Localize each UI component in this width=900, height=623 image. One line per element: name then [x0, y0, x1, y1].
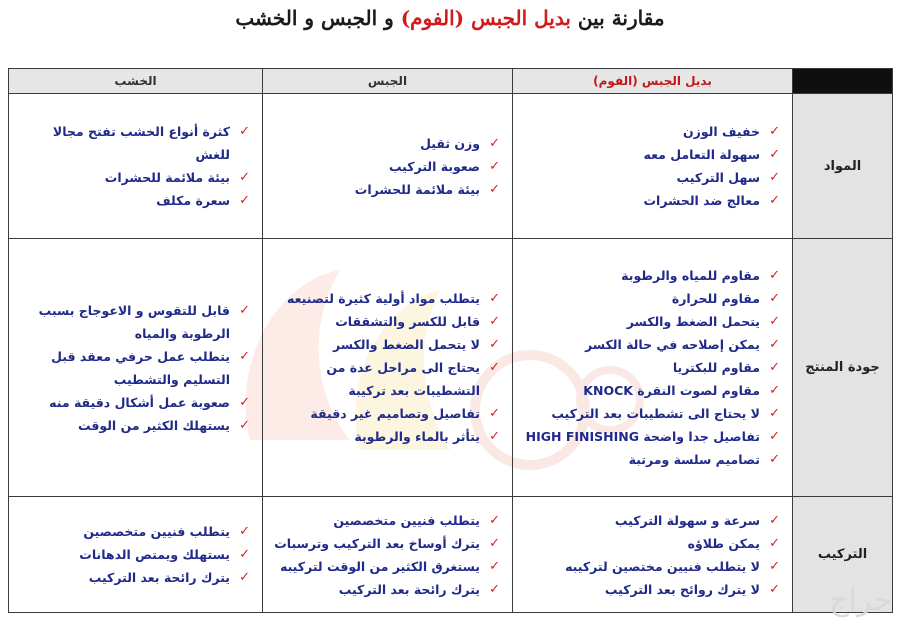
- list-item-text: سعرة مكلف: [156, 193, 230, 208]
- list-item-text: لا يترك روائح بعد التركيب: [604, 581, 760, 597]
- list-item: [521, 143, 782, 166]
- list-item-text: يتطلب مواد أولية كثيرة لتصنيعه: [286, 291, 480, 306]
- list-item: [521, 120, 782, 143]
- list-item: [521, 333, 782, 356]
- check-icon: ✓: [239, 570, 250, 585]
- check-icon: ✓: [769, 512, 780, 528]
- list-item-text: يتحمل الضغط والكسر: [626, 314, 760, 329]
- list-item-text: سهولة التعامل معه: [643, 147, 760, 162]
- list-item-text: يستغرق الكثير من الوقت لتركيبه: [279, 558, 480, 574]
- row-label-installation: التركيب: [793, 497, 893, 613]
- list-item-text: مقاوم للحرارة: [671, 291, 760, 306]
- check-icon: ✓: [239, 394, 250, 410]
- list-item: [271, 178, 502, 201]
- list-item-text: لا يتطلب فنيين مختصين لتركيبه: [565, 558, 760, 574]
- list-item-text: صعوبة التركيب: [388, 158, 480, 174]
- list-item: [521, 310, 782, 333]
- list-item-text: يمكن إصلاحه في حالة الكسر: [585, 337, 760, 352]
- check-icon: ✓: [769, 535, 780, 551]
- list-item-text: يحتاج الى مراحل عدة من التشطيبات بعد تركيبة: [326, 360, 480, 398]
- header-wood: الخشب: [9, 69, 263, 94]
- check-icon: ✓: [769, 170, 780, 185]
- check-icon: ✓: [489, 535, 500, 551]
- list-item-text: قابل للكسر والتشققات: [335, 314, 480, 329]
- list-item-text: بيئة ملائمة للحشرات: [354, 181, 480, 197]
- list-item-text: لا يحتاج الى تشطيبات بعد التركيب: [551, 406, 760, 421]
- check-icon: ✓: [489, 512, 500, 528]
- title-part1: مقارنة بين: [577, 6, 665, 30]
- check-icon: ✓: [769, 193, 780, 208]
- list-item: [17, 566, 252, 589]
- check-icon: ✓: [489, 360, 500, 375]
- list-item-text: يترك رائحة بعد التركيب: [338, 581, 480, 597]
- cell-wood-quality: [9, 239, 263, 497]
- list-item: [17, 345, 252, 391]
- check-icon: ✓: [489, 181, 500, 197]
- check-icon: ✓: [239, 193, 250, 208]
- check-icon: ✓: [489, 135, 500, 151]
- list-item: [271, 402, 502, 425]
- list-item: [271, 287, 502, 310]
- list-item-text: سرعة و سهولة التركيب: [614, 512, 760, 528]
- check-icon: ✓: [769, 406, 780, 421]
- list-item-text: مقاوم للبكتريا: [672, 360, 760, 375]
- cell-foam-quality: [513, 239, 793, 497]
- list-item-text: خفيف الوزن: [682, 124, 760, 139]
- list-item-text: يستهلك الكثير من الوقت: [77, 417, 230, 433]
- check-icon: ✓: [769, 360, 780, 375]
- check-icon: ✓: [769, 147, 780, 162]
- list-item-text: يتطلب فنيين متخصصين: [333, 512, 480, 528]
- list-item-text: تفاصيل وتصاميم غير دقيقة: [310, 406, 480, 421]
- cell-foam-materials: [513, 94, 793, 239]
- list-item-text: يتأثر بالماء والرطوبة: [354, 429, 480, 444]
- check-icon: ✓: [769, 581, 780, 597]
- header-corner: [793, 69, 893, 94]
- check-icon: ✓: [489, 581, 500, 597]
- header-gypsum: الجبس: [263, 69, 513, 94]
- list-item-text: يستهلك ويمتص الدهانات: [79, 547, 230, 562]
- list-item: [17, 543, 252, 566]
- check-icon: ✓: [769, 383, 780, 398]
- list-item-text: مقاوم للمياه والرطوبة: [621, 268, 760, 283]
- list-item-text: تفاصيل جدا واضحة HIGH FINISHING: [525, 429, 760, 444]
- list-item-text: يترك أوساخ بعد التركيب وترسبات: [274, 535, 480, 551]
- list-item: [521, 166, 782, 189]
- check-icon: ✓: [769, 314, 780, 329]
- list-item-text: مقاوم لصوت النقرة KNOCK: [583, 383, 760, 398]
- check-icon: ✓: [489, 558, 500, 574]
- check-icon: ✓: [239, 524, 250, 539]
- table-row-materials: [9, 94, 893, 239]
- list-item: [271, 155, 502, 178]
- check-icon: ✓: [239, 348, 250, 364]
- title-highlight: بديل الجبس (الفوم): [400, 6, 571, 30]
- list-item-text: لا يتحمل الضغط والكسر: [333, 337, 480, 352]
- list-item-text: بيئة ملائمة للحشرات: [104, 170, 230, 185]
- check-icon: ✓: [489, 337, 500, 352]
- list-item: [521, 189, 782, 212]
- check-icon: ✓: [489, 291, 500, 306]
- check-icon: ✓: [239, 302, 250, 318]
- list-item: [521, 264, 782, 287]
- list-item-text: قابل للتقوس و الاعوجاج بسبب الرطوبة والمياه: [38, 302, 230, 341]
- list-item: [521, 555, 782, 578]
- list-item: [521, 448, 782, 471]
- table-header-row: [9, 69, 893, 94]
- check-icon: ✓: [769, 268, 780, 283]
- list-item-text: كثرة أنواع الخشب تفتح مجالا للغش: [52, 124, 230, 162]
- list-item: [271, 509, 502, 532]
- check-icon: ✓: [769, 452, 780, 467]
- check-icon: ✓: [769, 337, 780, 352]
- watermark-brand: حراج: [829, 583, 892, 618]
- list-item-text: يمكن طلاؤه: [687, 535, 760, 551]
- header-foam: بديل الجبس (الفوم): [513, 69, 793, 94]
- cell-wood-materials: [9, 94, 263, 239]
- list-item: [521, 402, 782, 425]
- comparison-table: [8, 68, 893, 613]
- check-icon: ✓: [489, 158, 500, 174]
- list-item: [17, 166, 252, 189]
- list-item-text: تصاميم سلسة ومرتبة: [628, 452, 760, 467]
- list-item: [271, 333, 502, 356]
- check-icon: ✓: [239, 170, 250, 185]
- list-item-text: يتطلب فنيين متخصصين: [83, 524, 230, 539]
- list-item-text: يتطلب عمل حرفي معقد قبل التسليم والتشطيب: [51, 348, 230, 387]
- check-icon: ✓: [769, 291, 780, 306]
- title-part2: و الجبس و الخشب: [235, 6, 394, 30]
- check-icon: ✓: [239, 547, 250, 562]
- cell-gypsum-materials: [263, 94, 513, 239]
- list-item: [17, 414, 252, 437]
- list-item: [521, 379, 782, 402]
- list-item: [521, 532, 782, 555]
- check-icon: ✓: [239, 124, 250, 139]
- list-item: [521, 356, 782, 379]
- check-icon: ✓: [239, 417, 250, 433]
- page-title: [0, 6, 900, 30]
- list-item: [17, 299, 252, 345]
- cell-gypsum-installation: [263, 497, 513, 613]
- list-item: [521, 509, 782, 532]
- list-item: [17, 391, 252, 414]
- list-item-text: صعوبة عمل أشكال دقيقة منه: [49, 394, 230, 410]
- list-item: [271, 356, 502, 402]
- list-item-text: يترك رائحة بعد التركيب: [88, 570, 230, 585]
- check-icon: ✓: [769, 124, 780, 139]
- list-item-text: سهل التركيب: [676, 170, 760, 185]
- check-icon: ✓: [769, 558, 780, 574]
- list-item: [271, 425, 502, 448]
- list-item: [271, 310, 502, 333]
- check-icon: ✓: [769, 429, 780, 444]
- list-item: [271, 532, 502, 555]
- list-item: [521, 425, 782, 448]
- check-icon: ✓: [489, 429, 500, 444]
- list-item: [17, 189, 252, 212]
- list-item: [271, 132, 502, 155]
- list-item: [17, 520, 252, 543]
- list-item: [17, 120, 252, 166]
- list-item: [271, 578, 502, 601]
- row-label-materials: المواد: [793, 94, 893, 239]
- check-icon: ✓: [489, 314, 500, 329]
- list-item-text: معالج ضد الحشرات: [643, 193, 760, 208]
- row-label-quality: جودة المنتج: [793, 239, 893, 497]
- list-item: [521, 287, 782, 310]
- list-item: [271, 555, 502, 578]
- cell-gypsum-quality: [263, 239, 513, 497]
- list-item-text: وزن ثقيل: [420, 135, 480, 151]
- table-row-quality: [9, 239, 893, 497]
- cell-wood-installation: [9, 497, 263, 613]
- check-icon: ✓: [489, 406, 500, 421]
